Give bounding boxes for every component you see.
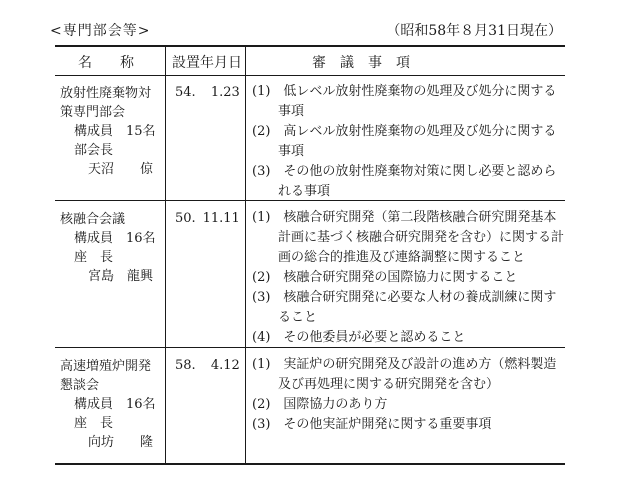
chair-name: 宮島 龍興	[88, 269, 154, 284]
committee-name-line: 放射性廃棄物対	[60, 86, 152, 101]
column-divider-1	[165, 45, 166, 465]
date-monthday: 1.23	[210, 85, 240, 100]
matter-line: 事項	[252, 144, 305, 159]
chair-title: 座 長	[74, 416, 114, 431]
matter-line: ること	[252, 310, 318, 325]
matter-line: (3) 核融合研究開発に必要な人材の養成訓練に関す	[252, 290, 557, 305]
committee-members: 構成員 16名	[74, 397, 156, 412]
established-date	[175, 85, 240, 100]
matter-line: (2) 核融合研究開発の国際協力に関すること	[252, 270, 518, 285]
matter-line: 及び再処理に関する研究開発を含む）	[252, 377, 500, 392]
committee-name-line: 策専門部会	[60, 105, 126, 120]
committee-members: 構成員 16名	[74, 231, 156, 246]
committee-name-line: 高速増殖炉開発	[60, 359, 152, 374]
column-header-name: 名 称	[78, 55, 134, 71]
matter-line: れる事項	[252, 184, 331, 199]
committee-name-line: 懇談会	[60, 378, 100, 393]
chair-title: 部会長	[74, 143, 114, 158]
matter-line: 画の総合的推進及び連絡調整に関すること	[252, 250, 526, 265]
matter-line: 事項	[252, 104, 305, 119]
matter-line: (4) その他委員が必要と認めること	[252, 330, 466, 345]
matter-line: (2) 国際協力のあり方	[252, 397, 388, 412]
matter-line: (3) その他の放射性廃棄物対策に関し必要と認めら	[252, 164, 557, 179]
date-year: 50.	[175, 211, 196, 226]
chair-name: 向坊 隆	[88, 435, 154, 450]
date-year: 58.	[175, 358, 196, 373]
established-date	[175, 358, 240, 373]
committee-name	[60, 84, 151, 122]
matter-line: (1) 実証炉の研究開発及び設計の進め方（燃料製造	[252, 357, 557, 372]
table-top-rule	[55, 45, 565, 47]
matter-line: 計画に基づく核融合研究開発を含む）に関する計	[252, 230, 565, 245]
matter-line: (1) 核融合研究開発（第二段階核融合研究開発基本	[252, 210, 557, 225]
committee-members: 構成員 15名	[74, 124, 156, 139]
matter-line: (2) 高レベル放射性廃棄物の処理及び処分に関する	[252, 124, 557, 139]
date-year: 54.	[175, 85, 196, 100]
matter-line: (3) その他実証炉開発に関する重要事項	[252, 417, 492, 432]
column-divider-2	[245, 45, 246, 465]
committee-name	[60, 210, 125, 229]
established-date	[175, 211, 240, 226]
table-bottom-rule	[55, 463, 565, 465]
section-heading: <専門部会等>	[50, 23, 151, 39]
column-header-date: 設置年月日	[172, 55, 242, 71]
as-of-date: （昭和58年８月31日現在）	[386, 23, 562, 39]
header-bottom-rule	[55, 75, 565, 76]
chair-name: 天沼 倞	[88, 162, 154, 177]
matters-list	[252, 208, 564, 348]
committee-name	[60, 357, 151, 395]
matters-list	[252, 355, 556, 435]
matter-line: (1) 低レベル放射性廃棄物の処理及び処分に関する	[252, 84, 557, 99]
chair-title: 座 長	[74, 250, 114, 265]
committee-name-line: 核融合会議	[60, 212, 126, 227]
column-header-matters: 審 議 事 項	[312, 55, 410, 71]
date-monthday: 4.12	[210, 358, 240, 373]
date-monthday: 11.11	[202, 211, 240, 226]
matters-list	[252, 82, 556, 202]
